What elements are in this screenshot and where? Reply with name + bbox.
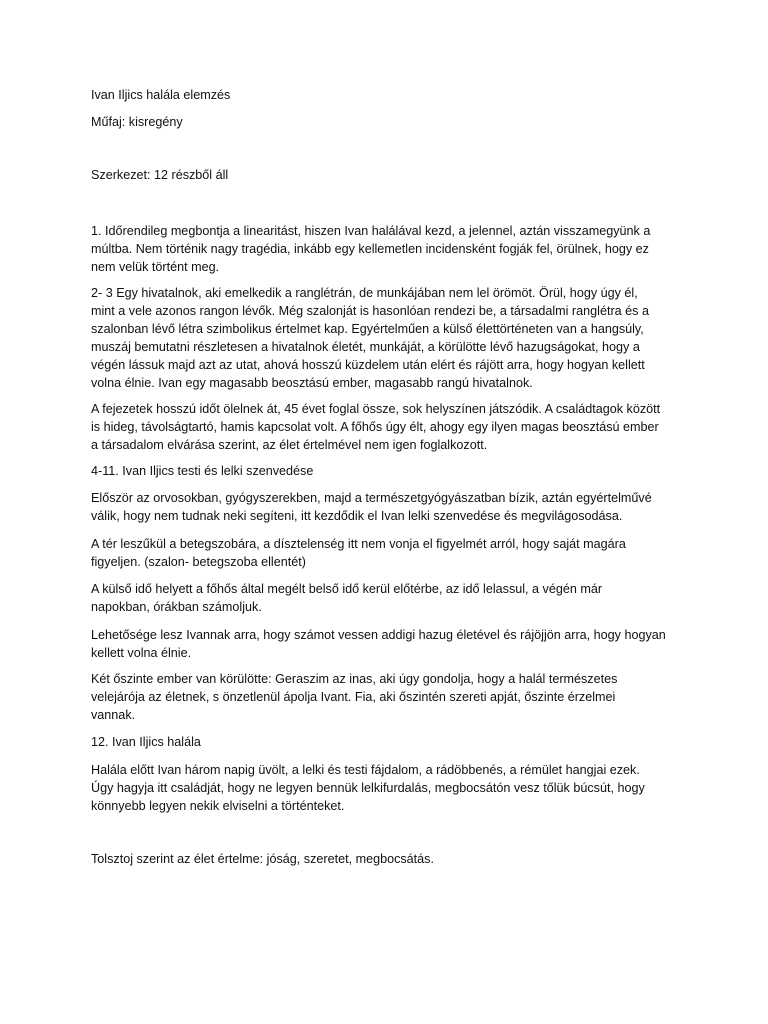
paragraph-time [91,580,681,616]
text-line: kellett volna élnie. [91,646,192,660]
document-title [91,86,681,104]
text-line: napokban, órákban számoljuk. [91,600,262,614]
text-line: A fejezetek hosszú időt ölelnek át, 45 évet foglal össze, sok helyszínen játszódik. A családtagok között [91,402,661,416]
text-line: 2- 3 Egy hivatalnok, aki emelkedik a ranglétrán, de munkájában nem lel örömöt. Örül, hogy úgy él, [91,286,638,300]
text-line: Két őszinte ember van körülötte: Geraszim az inas, aki úgy gondolja, hogy a halál természetes [91,672,618,686]
conclusion-text: Tolsztoj szerint az élet értelme: jóság, szeretet, megbocsátás. [91,852,434,866]
text-line: Úgy hagyja itt családját, hogy ne legyen bennük lelkifurdalás, megbocsátón vesz tőlük búcsút, hogy [91,781,645,795]
heading-text: 12. Ivan Iljics halála [91,735,201,749]
heading-text: 4-11. Ivan Iljics testi és lelki szenvedése [91,464,314,478]
text-line: figyeljen. (szalon- betegszoba ellentét) [91,555,306,569]
structure-line [91,166,681,184]
paragraph-space [91,535,681,571]
paragraph-reckoning [91,626,681,662]
text-line: Először az orvosokban, gyógyszerekben, majd a természetgyógyászatban bízik, aztán egyértelművé [91,491,652,505]
text-line: múltba. Nem történik nagy tragédia, inkább egy kellemetlen incidensként fogják fel, örülnek, hogy ez [91,242,649,256]
text-line: A tér leszűkül a betegszobára, a dísztelenség itt nem vonja el figyelmét arról, hogy saját magára [91,537,626,551]
text-line: válik, hogy nem tudnak neki segíteni, itt kezdődik el Ivan lelki szenvedése és megvilágosodása. [91,509,623,523]
paragraph-death [91,761,681,815]
text-line: 1. Időrendileg megbontja a linearitást, hiszen Ivan halálával kezd, a jelennel, aztán visszamegyünk a [91,224,651,238]
text-line: szalonban lévő létra szimbolikus értelmet kap. Egyértelműen a külső élettörténeten van a hangsúly, [91,322,644,336]
text-line: nem velük történt meg. [91,260,220,274]
text-line: muszáj bemutatni részletesen a hivatalnok életét, munkáját, a körülötte lévő hazugságokat, hogy a [91,340,640,354]
heading-chapters-4-11 [91,462,681,480]
paragraph-chapter-2-3 [91,284,681,392]
title-line: Ivan Iljics halála elemzés [91,88,231,102]
text-line: Halála előtt Ivan három napig üvölt, a lelki és testi fájdalom, a rádöbbenés, a rémület hangjai ezek. [91,763,640,777]
text-line: vannak. [91,708,136,722]
paragraph-doctors [91,489,681,525]
paragraph-chapters-overview [91,400,681,454]
text-line: volna élnie. Ivan egy magasabb beosztású ember, magasabb rangú hivatalnok. [91,376,533,390]
conclusion-line [91,850,681,868]
paragraph-honest-people [91,670,681,724]
text-line: is hideg, távolságtartó, hamis kapcsolat volt. A főhős úgy élt, ahogy egy ilyen magas beosztású ember [91,420,659,434]
text-line: könnyebb legyen nekik elviselni a történteket. [91,799,345,813]
structure-text: Szerkezet: 12 részből áll [91,168,229,182]
text-line: végén lássuk majd azt az utat, ahová hosszú küzdelem után elért és rájött arra, hogy hogyan kellett [91,358,645,372]
heading-chapter-12 [91,733,681,751]
text-line: mint a vele azonos rangon lévők. Még szalonját is hasonlóan rendezi be, a társadalmi ranglétra és a [91,304,649,318]
text-line: A külső idő helyett a főhős által megélt belső idő kerül előtérbe, az idő lelassul, a végén már [91,582,603,596]
text-line: a társadalom elvárása szerint, az élet értelmével nem igen foglalkozott. [91,438,488,452]
paragraph-chapter-1 [91,222,681,276]
text-line: velejárója az életnek, s önzetlenül ápolja Ivant. Fia, aki őszintén szereti apját, őszinte érzelmei [91,690,616,704]
genre-line [91,113,681,131]
genre-text: Műfaj: kisregény [91,115,183,129]
text-line: Lehetősége lesz Ivannak arra, hogy számot vessen addigi hazug életével és rájöjjön arra, hogy hogyan [91,628,666,642]
